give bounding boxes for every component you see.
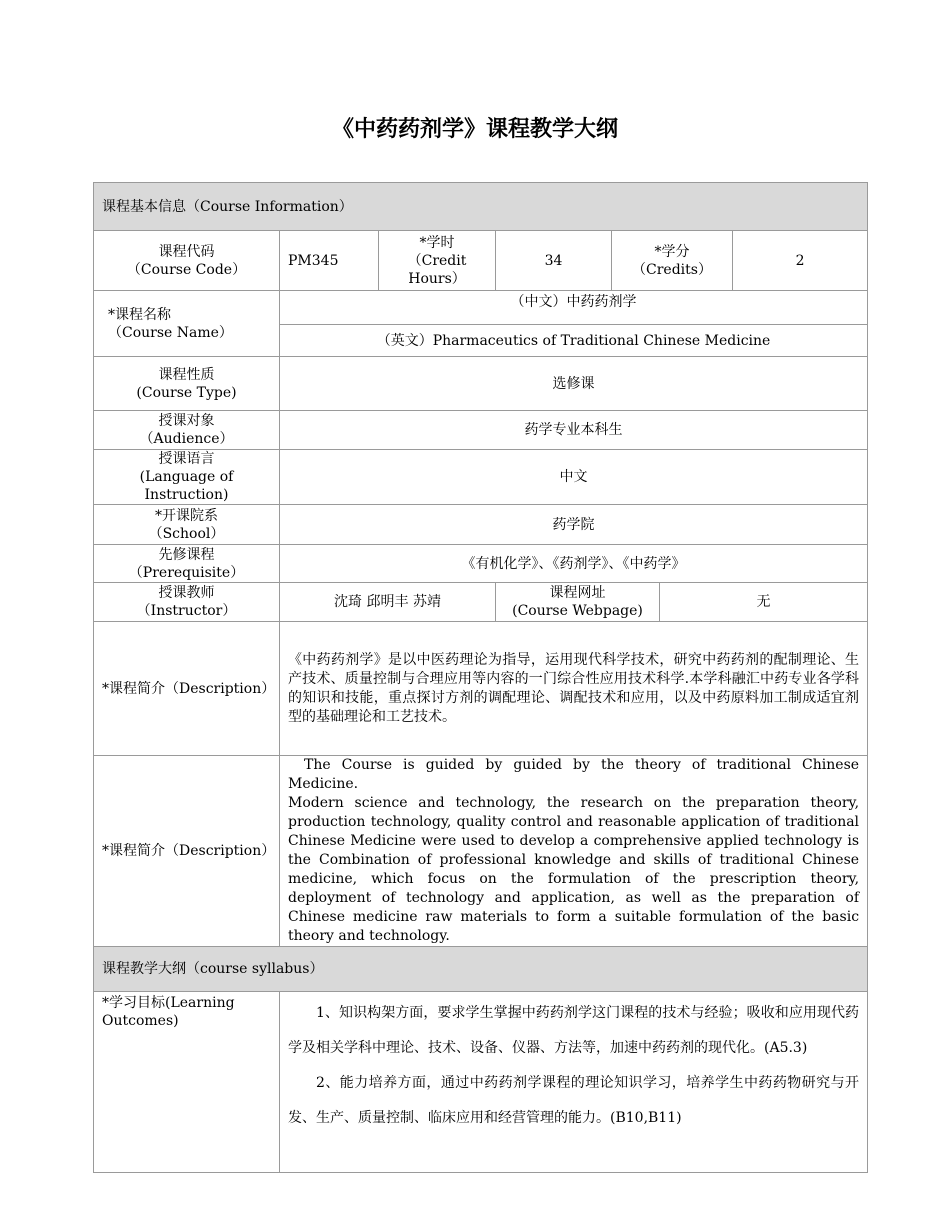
description-en-label: *课程简介（Description） [94,756,280,947]
instructor-value: 沈琦 邱明丰 苏靖 [280,583,496,622]
learning-outcome-item-1: 1、知识构架方面，要求学生掌握中药药剂学这门课程的技术与经验；吸收和应用现代药学及相关学科中理论、技术、设备、仪器、方法等，加速中药药剂的现代化。(A5.3) [288,1005,860,1056]
learning-outcomes-text [280,992,868,1173]
learning-outcomes-label: *学习目标(Learning Outcomes) [94,992,280,1173]
description-cn-text: 《中药药剂学》是以中医药理论为指导，运用现代科学技术，研究中药药剂的配制理论、生产技术、质量控制与合理应用等内容的一门综合性应用技术科学.本学科融汇中药专业各学科的知识和技能，重点探讨方剂的调配理论、调配技术和应用，以及中药原料加工制成适宜剂型的基础理论和工艺技术。 [280,622,868,756]
course-info-table [93,182,868,1173]
prerequisite-label: 先修课程 （Prerequisite） [94,545,280,583]
prerequisite-value: 《有机化学》、《药剂学》、《中药学》 [280,545,868,583]
course-name-label: *课程名称 （Course Name） [94,291,280,357]
language-label: 授课语言 (Language of Instruction) [94,450,280,505]
course-type-label: 课程性质 (Course Type) [94,357,280,411]
webpage-label: 课程网址 (Course Webpage) [496,583,660,622]
school-value: 药学院 [280,505,868,545]
section-header-course-information: 课程基本信息（Course Information） [94,183,868,231]
course-name-en: （英文）Pharmaceutics of Traditional Chinese Medicine [280,325,868,357]
webpage-value: 无 [660,583,868,622]
credits-value: 2 [733,231,868,291]
description-en-text [280,756,868,947]
description-cn-label: *课程简介（Description） [94,622,280,756]
language-value: 中文 [280,450,868,505]
instructor-label: 授课教师 （Instructor） [94,583,280,622]
learning-outcome-item-2: 2、能力培养方面，通过中药药剂学课程的理论知识学习，培养学生中药药物研究与开发、生产、质量控制、临床应用和经营管理的能力。(B10,B11) [288,1075,860,1126]
school-label: *开课院系 （School） [94,505,280,545]
course-name-cn: （中文）中药药剂学 [280,291,868,325]
course-type-value: 选修课 [280,357,868,411]
description-en-body: Modern science and technology, the research on the preparation theory, production technology, quality control and reasonable application of traditional Chinese Medicine were used to develop a comprehensive applied technology is the Combination of professional knowledge and skills of traditional Chinese medicine, which focus on the formulation of the prescription theory, deployment of technology and application, as well as the preparation of Chinese medicine raw materials to form a suitable formulation of the basic theory and technology. [288,795,860,944]
section-header-course-syllabus: 课程教学大纲（course syllabus） [94,947,868,992]
credit-hours-label: *学时 （Credit Hours） [379,231,496,291]
credits-label: *学分 （Credits） [612,231,733,291]
course-code-label: 课程代码 （Course Code） [94,231,280,291]
credit-hours-value: 34 [496,231,612,291]
audience-value: 药学专业本科生 [280,411,868,450]
course-code-value: PM345 [280,231,379,291]
page-title: 《中药药剂学》课程教学大纲 [331,117,618,142]
audience-label: 授课对象 （Audience） [94,411,280,450]
description-en-first-line: The Course is guided by guided by the theory of traditional Chinese Medicine. [288,757,860,792]
